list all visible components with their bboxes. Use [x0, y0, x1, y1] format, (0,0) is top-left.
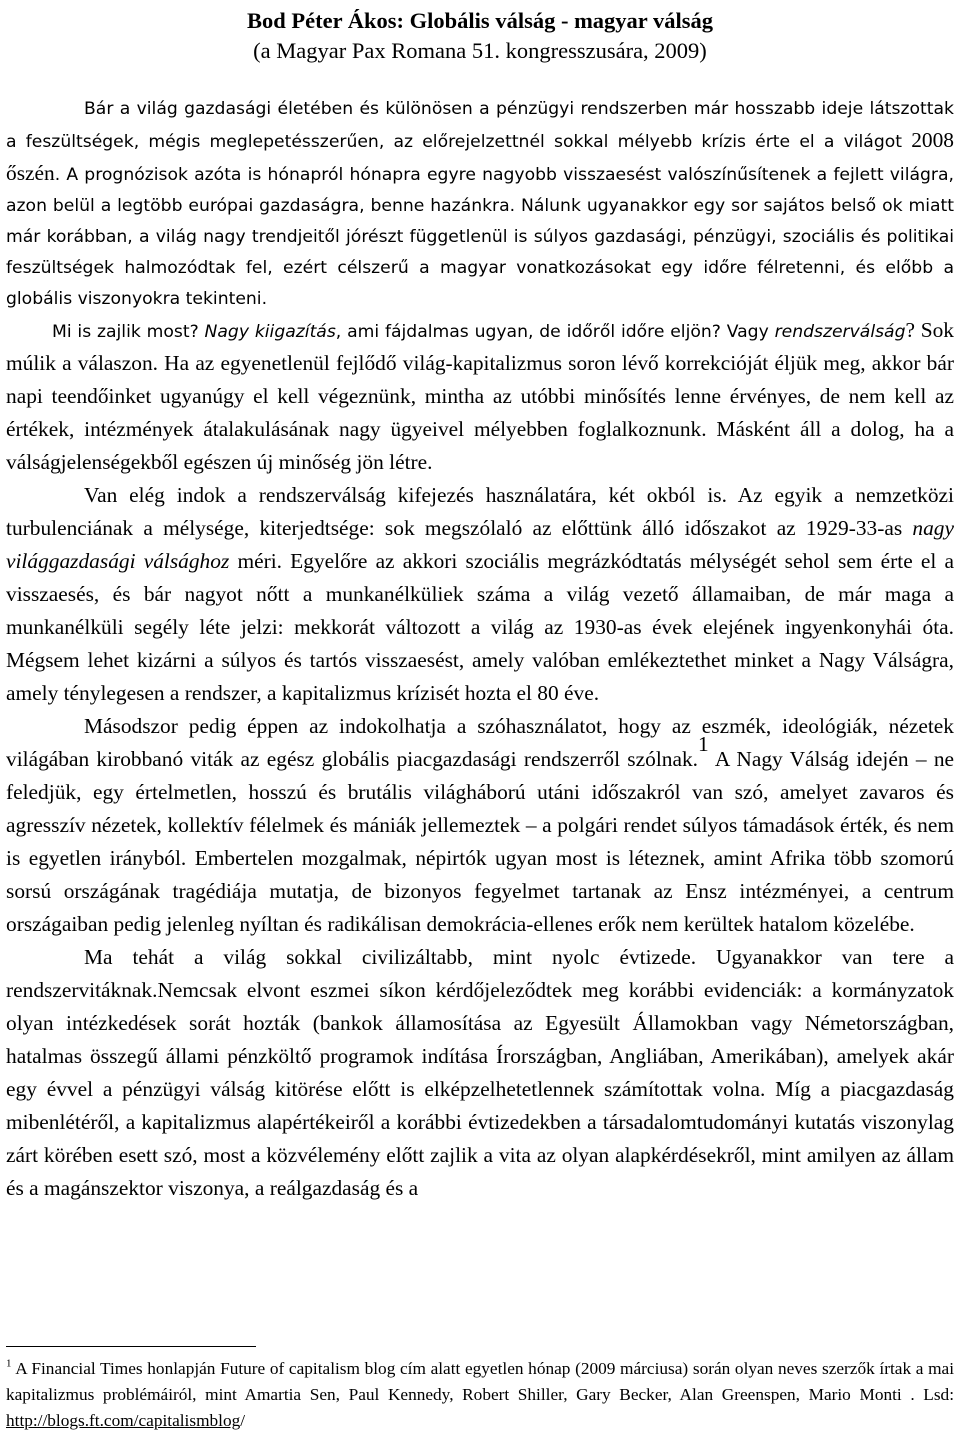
footnote-text: A Financial Times honlapján Future of capitalism blog cím alatt egyetlen hónap (2009 márciusa) során olyan neves szerzők írtak a mai kapitalizmus problémáiról, mint Amartia Sen, Paul Kennedy, Robert Shiller, Gary Becker, Alan Greenspen, Mario Monti . Lsd:	[6, 1359, 954, 1404]
title-line-1: Bod Péter Ákos: Globális válság - magyar válság	[246, 8, 714, 33]
p1-text-a: Bár a világ gazdasági életében és különösen a pénzügyi rendszerben már hosszabb ideje látszottak a feszültségek, mégis meglepetésszerűen, az előrejelzettnél sokkal mélyebb krízis érte el a világot	[6, 99, 954, 152]
p4-text-b: A Nagy Válság idején – ne feledjük, egy értelmetlen, hosszú és brutális világháború utáni időszakról van szó, amelyet zavaros és agresszív nézetek, kollektív félelmek és mániák jellemeztek – a polgári rendet súlyos támadások érték, és nem is egyetlen irányból. Embertelen mozgalmak, népirtók ugyan most is léteznek, amint Afrika több szomorú sorsú országának tragédiája mutatja, de bizonyos fegyelmet tartanak az Ensz intézményei, a centrum országaiban pedig jelenleg nyíltan és radikálisan demokrácia-ellenes erők nem kerültek hatalom közelébe.	[6, 747, 955, 936]
p2-emphasis-1: Nagy kiigazítás	[204, 322, 336, 342]
footnote-trailing: /	[240, 1411, 246, 1430]
p4-text-a: Másodszor pedig éppen az indokolhatja a szóhasználatot, hogy az eszmék, ideológiák, nézetek világában kirobbanó viták az egész globális piacgazdasági rendszerről szólnak.	[6, 714, 954, 771]
p2-text-c: ? Sok múlik a válaszon. Ha az egyenetlenül fejlődő világ-kapitalizmus soron lévő korrekcióját éljük meg, akkor bár napi teendőinket ugyanúgy el kell végeznünk, mintha az utóbbi minősítés lenne érvényes, de nem kell az értékek, intézmények átalakulásának nagy ügyeivel mélyebben foglalkoznunk. Másként áll a dolog, ha a válságjelenségekből egészen új minőség jön létre.	[6, 318, 954, 474]
paragraph-5	[6, 942, 954, 1206]
p1-text-b: . A prognózisok azóta is hónapról hónapra egyre nagyobb visszaesést valószínűsítenek a fejlett világra, azon belül a legtöbb európai gazdaságra, benne hazánkra. Nálunk ugyanakkor egy sor sajátos belső ok miatt már korábban, a világ nagy trendjeitől jórészt függetlenül is súlyos gazdasági, pénzügyi, szociális és politikai feszültségek halmozódtak fel, ezért célszerű a magyar vonatkozásokat egy időre félretenni, és előbb a globális viszonyokra tekinteni.	[6, 165, 954, 309]
paragraph-2	[6, 315, 954, 480]
p3-text-b: méri. Egyelőre az akkori szociális megrázkódtatás mélységét sehol sem érte el a visszaesés, és bár nagyot nőtt a munkanélküliek száma a világ vezető államaiban, de már maga a munkanélküli segély léte jelzi: mekkorát változott a világ az 1930-as évek elejének ingyenkonyhái óta. Mégsem lehet kizárni a súlyos és tartós visszaesést, amely valóban emlékeztethet minket a Nagy Válságra, amely ténylegesen a rendszer, a kapitalizmus krízisét hozta el 80 éve.	[6, 549, 954, 705]
p2-text-a: Mi is zajlik most?	[52, 322, 205, 342]
p2-emphasis-2: rendszerválság	[774, 322, 906, 342]
p3-text-a: Van elég indok a rendszerválság kifejezés használatára, két okból is. Az egyik a nemzetközi turbulenciának a mélysége, kiterjedtsége: sok megszólaló az előttünk álló időszakot az 1929-33-as	[6, 483, 954, 540]
paragraph-3	[6, 480, 954, 711]
footnote-reference[interactable]: 1	[698, 732, 709, 757]
p2-text-b: , ami fájdalmas ugyan, de időről időre eljön? Vagy	[335, 322, 775, 342]
document-title	[6, 6, 954, 66]
title-line-2: (a Magyar Pax Romana 51. kongresszusára, 2009)	[253, 38, 707, 63]
footnote-separator	[6, 1346, 256, 1347]
document-page	[6, 6, 954, 1206]
p5-text-b: Nemcsak elvont eszmei síkon kérdőjeleződtek meg korábbi evidenciák: a kormányzatok olyan intézkedések sorát hozták (bankok államosítása az Egyesült Államokban vagy Németországban, hatalmas összegű állami pénzköltő programok indítása Írországban, Angliában, Amerikában), amelyek akár egy évvel a pénzügyi válság kitörése előtt is elképzelhetetlennek számítottak volna. Míg a piacgazdaság mibenlétéről, a kapitalizmus alapértékeiről a korábbi évtizedekben a társadalomtudományi kutatás viszonylag zárt körében esett szó, most a közvélemény előtt zajlik a vita az olyan alapkérdésekről, mint amilyen az állam és a magánszektor viszonya, a reálgazdaság és a	[6, 978, 954, 1200]
p5-text-a: Ma tehát a világ sokkal civilizáltabb, mint nyolc évtizede. Ugyanakkor van tere a rendszervitáknak.	[6, 945, 954, 1002]
footnote-link[interactable]: http://blogs.ft.com/capitalismblog	[6, 1411, 241, 1430]
document-body	[6, 94, 954, 1206]
p1-year: 2008 őszén	[6, 128, 954, 185]
paragraph-1	[6, 94, 954, 315]
paragraph-4	[6, 711, 954, 942]
footnote	[6, 1356, 954, 1434]
p3-emphasis-1: nagy világgazdasági válsághoz	[6, 516, 954, 573]
footnote-number: 1	[6, 1357, 12, 1370]
